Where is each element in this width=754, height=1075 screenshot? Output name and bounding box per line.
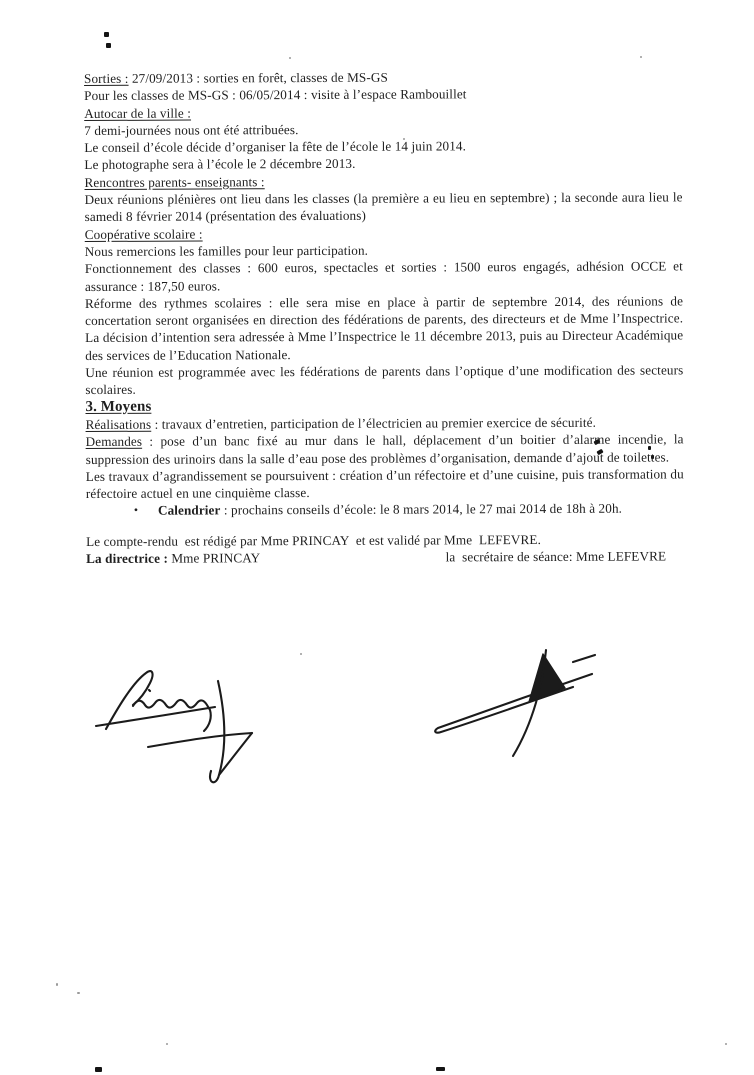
scan-noise-dot (166, 1043, 168, 1045)
demandes-label: Demandes (85, 433, 143, 450)
scan-noise-dot (289, 57, 291, 59)
autocar-text: 7 demi-journées nous ont été attribuées. (84, 121, 299, 138)
scan-noise-dot (95, 1067, 102, 1072)
princay-signature (88, 663, 278, 803)
sorties-text: 27/09/2013 : sorties en forêt, classes de MS-GS (128, 69, 388, 86)
document-body (84, 67, 684, 567)
scan-noise-dot (77, 992, 80, 994)
bullet-icon: • (133, 503, 139, 518)
autocar-heading: Autocar de la ville : (84, 105, 192, 121)
scan-noise-dot (104, 32, 109, 37)
calendrier-label: Calendrier (157, 502, 221, 519)
reunion-body: Une réunion est programmée avec les fédérations de parents dans l’optique d’une modification des secteurs scolaires. (85, 362, 684, 398)
realisations-text: : travaux d’entretien, participation de l’électricien au premier exercice de sécurité. (151, 414, 597, 432)
sorties-label: Sorties : (84, 70, 129, 86)
secretaire-label: la secrétaire de séance: Mme LEFEVRE (445, 548, 667, 565)
reforme-body: Réforme des rythmes scolaires : elle sera mise en place à partir de septembre 2014, des réunions de concertation seront organisées en direction des fédérations de parents, des directeurs et de Mme l’Inspectrice. La décision d’intention sera adressée à Mme l’Inspectrice le 11 décembre 2013, puis au Directeur Académique des services de l’Education Nationale. (84, 293, 684, 363)
paragraph-demandes (86, 431, 684, 468)
rencontres-heading: Rencontres parents- enseignants : (84, 173, 265, 190)
cooperative-body: Fonctionnement des classes : 600 euros, spectacles et sorties : 1500 euros engagés, adhésion OCCE et assurance : 187,50 euros. (84, 258, 683, 294)
realisations-label: Réalisations (85, 416, 152, 432)
scan-noise-dot (56, 983, 58, 986)
calendrier-bullet-line (134, 500, 684, 520)
cooperative-line1: Nous remercions les familles pour leur participation. (84, 242, 369, 259)
section-heading-moyens: 3. Moyens (85, 398, 152, 415)
demandes-text: : pose d’un banc fixé au mur dans le hall, déplacement d’un boitier d’alarme incendie, la suppression des urinoirs dans la salle d’eau pose des problèmes d’organisation, demande d’ajout de toilettes. (85, 431, 684, 467)
scan-noise-dot (725, 1043, 727, 1045)
scan-noise-dot (640, 56, 642, 58)
scan-noise-dot (300, 653, 302, 655)
conseil-line2: Le photographe sera à l’école le 2 décembre 2013. (84, 156, 356, 173)
directrice-label: La directrice : Mme PRINCAY (86, 550, 261, 567)
signature-labels-row (86, 547, 684, 567)
paragraph-travaux: Les travaux d’agrandissement se poursuivent : création d’un réfectoire et d’une cuisine, puis transformation du réfectoire actuel en une cinquième classe. (85, 466, 684, 502)
scan-noise-dot (436, 1067, 445, 1071)
scan-noise-dot (106, 43, 111, 48)
calendrier-text: Calendrier : prochains conseils d’école: le 8 mars 2014, le 27 mai 2014 de 18h à 20h. (157, 501, 623, 519)
paragraph-sorties (84, 67, 682, 104)
paragraph-conseil (84, 137, 682, 174)
cooperative-heading: Coopérative scolaire : (84, 226, 203, 242)
rencontres-body: Deux réunions plénières ont lieu dans les classes (la première a eu lieu en septembre) ; la seconde aura lieu le samedi 8 février 2014 (présentation des évaluations) (84, 189, 683, 225)
conseil-line1: Le conseil d’école décide d’organiser la fête de l’école le 14 juin 2014. (84, 138, 467, 156)
sorties-line2: Pour les classes de MS-GS : 06/05/2014 : visite à l’espace Rambouillet (84, 86, 467, 104)
paragraph-autocar (84, 102, 682, 139)
lefevre-signature (425, 638, 605, 788)
compte-rendu-line: Le compte-rendu est rédigé par Mme PRINCAY et est validé par Mme LEFEVRE. (86, 531, 541, 549)
